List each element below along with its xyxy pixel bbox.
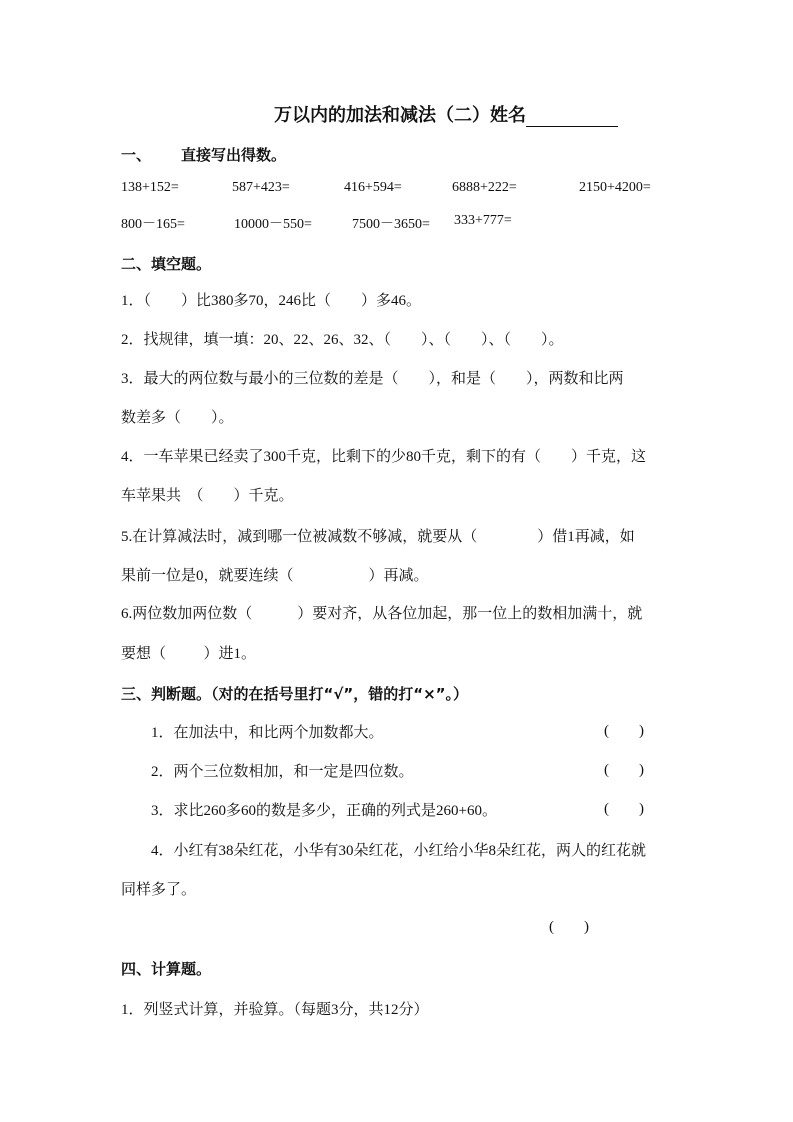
fill-question: 4．一车苹果已经卖了300千克，比剩下的少80千克，剩下的有（ ）千克，这 [121, 449, 647, 465]
fill-question: 5.在计算减法时，减到哪一位被减数不够减，就要从（ ）借1再减，如 [121, 529, 635, 545]
answer-paren[interactable]: ( ) [604, 801, 644, 817]
title-text: 万以内的加法和减法（二）姓名 [274, 105, 526, 126]
judge-item: 2．两个三位数相加，和一定是四位数。 [151, 764, 414, 780]
answer-paren[interactable]: ( ) [604, 762, 644, 778]
page-title [274, 101, 618, 127]
judge-item: 4．小红有38朵红花，小华有30朵红花，小红给小华8朵红花，两人的红花就 [151, 843, 647, 859]
answer-paren[interactable]: ( ) [604, 723, 644, 739]
fill-question: 6.两位数加两位数（ ）要对齐，从各位加起，那一位上的数相加满十，就 [121, 606, 643, 622]
fill-question: 2．找规律，填一填：20、22、26、32、（ ）、（ ）、（ ）。 [121, 332, 564, 348]
answer-paren[interactable]: ( ) [549, 919, 589, 935]
judge-item: 1．在加法中，和比两个加数都大。 [151, 725, 384, 741]
fill-question: 要想（ ）进1。 [121, 646, 257, 662]
section1-heading [121, 145, 286, 165]
calc-instruction: 1．列竖式计算，并验算。（每题3分，共12分） [121, 1002, 429, 1018]
equation: 333+777= [454, 213, 512, 228]
name-blank-line[interactable] [526, 108, 618, 127]
fill-question: 1．（ ）比380多70，246比（ ）多46。 [121, 293, 422, 309]
section1-title: 直接写出得数。 [181, 146, 287, 164]
equation: 6888+222= [452, 180, 517, 195]
fill-question: 数差多（ ）。 [121, 410, 234, 426]
equation: 2150+4200= [579, 180, 651, 195]
judge-item: 3．求比260多60的数是多少，正确的列式是260+60。 [151, 803, 497, 819]
section4-heading: 四、计算题。 [121, 960, 212, 978]
equation: 587+423= [232, 180, 290, 195]
equation: 800－165= [121, 217, 185, 232]
equation: 10000－550= [234, 217, 312, 232]
section3-heading: 三、判断题。（对的在括号里打“√”，错的打“×”。） [121, 685, 469, 703]
fill-question: 果前一位是0，就要连续（ ）再减。 [121, 568, 429, 584]
equation: 7500－3650= [352, 217, 430, 232]
equation: 416+594= [344, 180, 402, 195]
section1-number: 一、 [121, 146, 152, 164]
section2-heading: 二、填空题。 [121, 255, 212, 273]
equation: 138+152= [121, 180, 179, 195]
fill-question: 车苹果共 （ ）千克。 [121, 488, 294, 504]
fill-question: 3．最大的两位数与最小的三位数的差是（ ），和是（ ），两数和比两 [121, 371, 624, 387]
judge-item-continued: 同样多了。 [121, 882, 197, 898]
